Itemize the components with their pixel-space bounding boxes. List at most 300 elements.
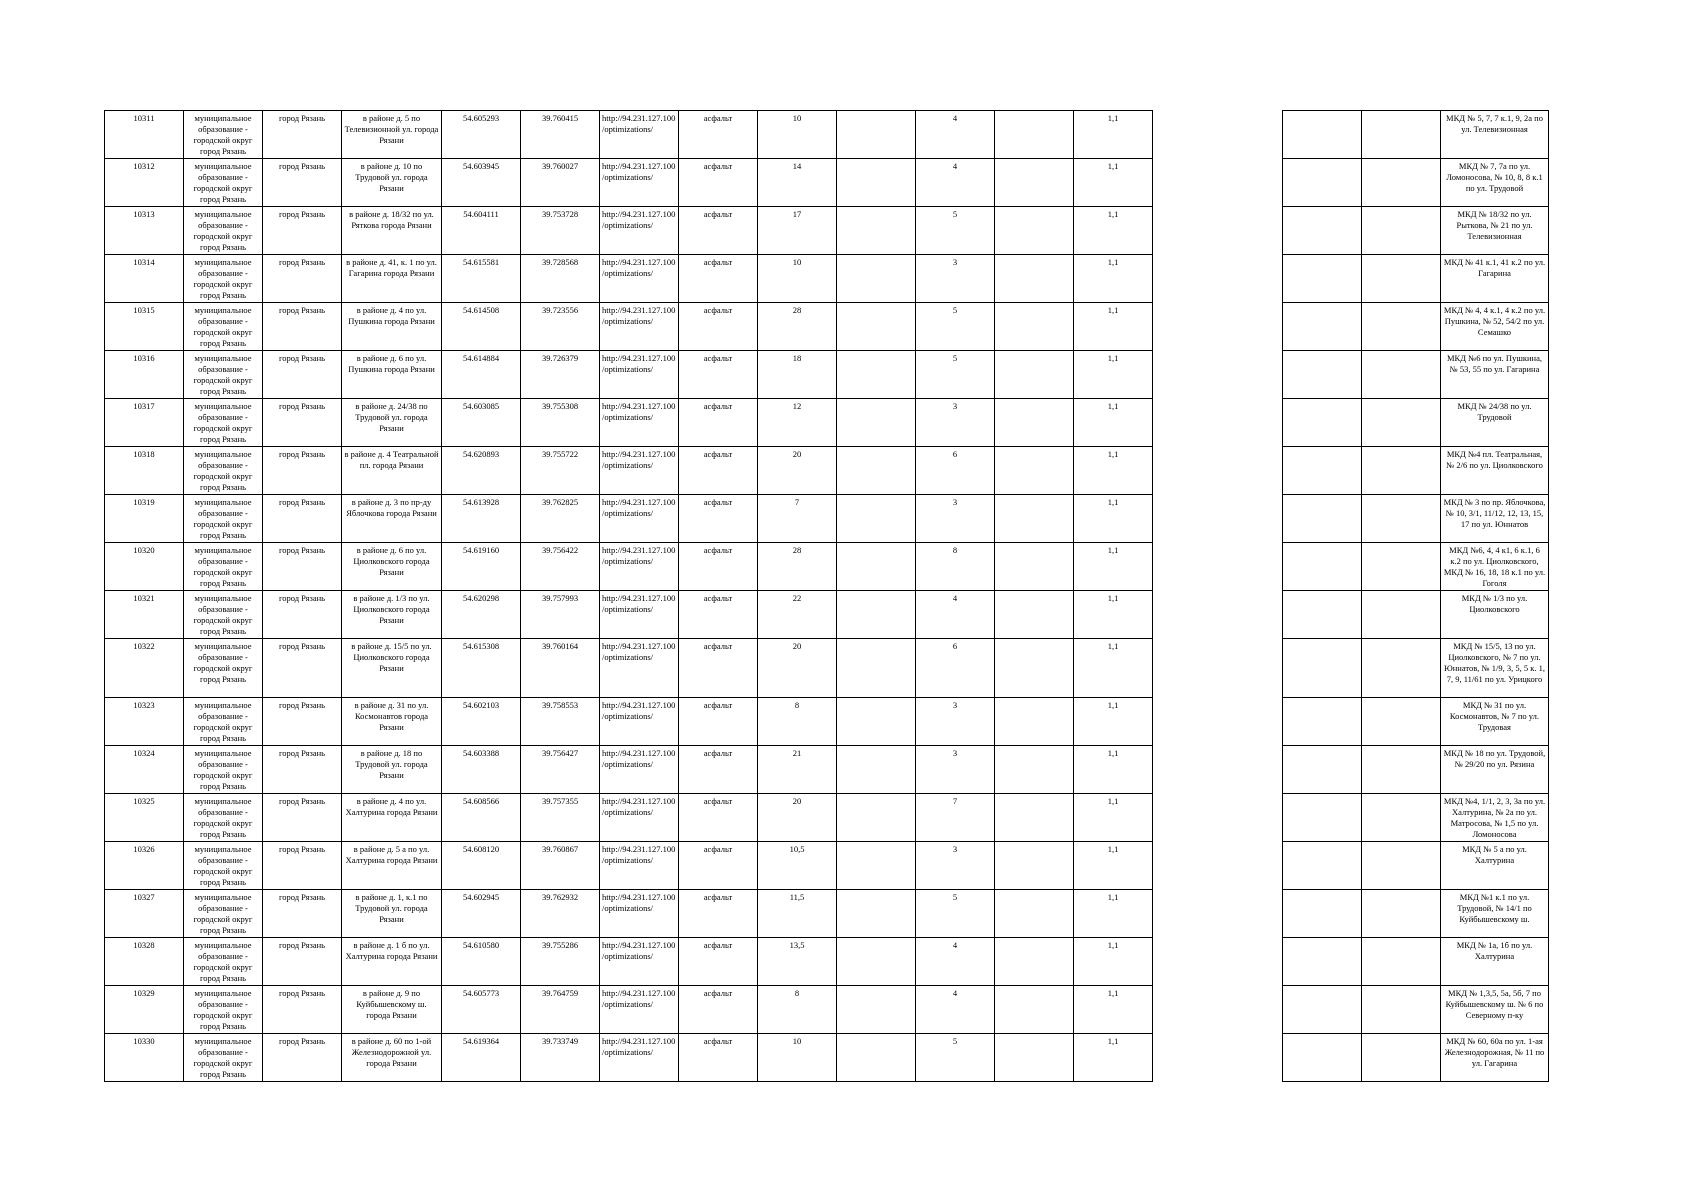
served-buildings-cell: МКД №1 к.1 по ул. Трудовой, № 14/1 по Куйбышевскому ш. [1441,890,1549,938]
url-cell: http://94.231.127.100/optimizations/ [600,639,679,698]
table-row [105,938,1153,986]
served-buildings-cell: МКД № 41 к.1, 41 к.2 по ул. Гагарина [1441,255,1549,303]
url-cell: http://94.231.127.100/optimizations/ [600,1034,679,1082]
area-cell: 28 [758,303,837,351]
city-cell: город Рязань [263,986,342,1034]
url-cell: http://94.231.127.100/optimizations/ [600,794,679,842]
location-cell: в районе д. 31 по ул. Космонавтов города Рязани [342,698,442,746]
longitude-cell: 39.755722 [521,447,600,495]
volume-cell: 1,1 [1074,207,1153,255]
surface-cell: асфальт [679,698,758,746]
longitude-cell: 39.756422 [521,543,600,591]
registry-table-body [105,111,1153,1082]
url-cell: http://94.231.127.100/optimizations/ [600,842,679,890]
empty-cell [837,1034,916,1082]
row-id-cell: 10326 [105,842,184,890]
volume-cell: 1,1 [1074,159,1153,207]
empty-cell [995,207,1074,255]
table-row [1283,159,1549,207]
area-cell: 10 [758,111,837,159]
latitude-cell: 54.608120 [442,842,521,890]
empty-cell [837,698,916,746]
location-cell: в районе д. 1/3 по ул. Циолковского города Рязани [342,591,442,639]
latitude-cell: 54.604111 [442,207,521,255]
table-row [105,890,1153,938]
served-buildings-cell: МКД №6 по ул. Пушкина, № 53, 55 по ул. Гагарина [1441,351,1549,399]
table-row [1283,591,1549,639]
city-cell: город Рязань [263,207,342,255]
empty-cell [1362,938,1441,986]
table-row [1283,543,1549,591]
table-row [105,1034,1153,1082]
city-cell: город Рязань [263,639,342,698]
url-cell: http://94.231.127.100/optimizations/ [600,698,679,746]
table-row [1283,495,1549,543]
empty-cell [995,303,1074,351]
served-buildings-cell: МКД № 7, 7а по ул. Ломоносова, № 10, 8, 8 к.1 по ул. Трудовой [1441,159,1549,207]
served-buildings-cell: МКД № 31 по ул. Космонавтов, № 7 по ул. Трудовая [1441,698,1549,746]
empty-cell [995,794,1074,842]
registry-table [104,110,1153,1082]
location-cell: в районе д. 9 по Куйбышевскому ш. города Рязани [342,986,442,1034]
container-count-cell: 4 [916,986,995,1034]
table-row [1283,351,1549,399]
surface-cell: асфальт [679,255,758,303]
longitude-cell: 39.755308 [521,399,600,447]
city-cell: город Рязань [263,938,342,986]
empty-cell [837,447,916,495]
row-id-cell: 10313 [105,207,184,255]
row-id-cell: 10324 [105,746,184,794]
empty-cell [1362,591,1441,639]
row-id-cell: 10318 [105,447,184,495]
volume-cell: 1,1 [1074,495,1153,543]
surface-cell: асфальт [679,399,758,447]
empty-cell [1283,255,1362,303]
latitude-cell: 54.615308 [442,639,521,698]
empty-cell [1283,543,1362,591]
longitude-cell: 39.760415 [521,111,600,159]
container-count-cell: 3 [916,399,995,447]
area-cell: 22 [758,591,837,639]
empty-cell [1283,207,1362,255]
empty-cell [837,639,916,698]
longitude-cell: 39.762932 [521,890,600,938]
city-cell: город Рязань [263,159,342,207]
location-cell: в районе д. 1, к.1 по Трудовой ул. города Рязани [342,890,442,938]
city-cell: город Рязань [263,842,342,890]
empty-cell [1362,698,1441,746]
surface-cell: асфальт [679,543,758,591]
empty-cell [995,399,1074,447]
latitude-cell: 54.602103 [442,698,521,746]
empty-cell [1362,746,1441,794]
empty-cell [995,842,1074,890]
table-row [1283,111,1549,159]
row-id-cell: 10316 [105,351,184,399]
served-buildings-cell: МКД №4, 1/1, 2, 3, 3а по ул. Халтурина, № 2а по ул. Матросова, № 1,5 по ул. Ломоносова [1441,794,1549,842]
empty-cell [1362,543,1441,591]
empty-cell [1362,890,1441,938]
longitude-cell: 39.733749 [521,1034,600,1082]
empty-cell [837,495,916,543]
city-cell: город Рязань [263,591,342,639]
surface-cell: асфальт [679,746,758,794]
empty-cell [1362,1034,1441,1082]
url-cell: http://94.231.127.100/optimizations/ [600,303,679,351]
location-cell: в районе д. 4 по ул. Пушкина города Рязани [342,303,442,351]
table-row [105,698,1153,746]
table-row [105,399,1153,447]
empty-cell [1283,399,1362,447]
latitude-cell: 54.610580 [442,938,521,986]
container-count-cell: 3 [916,746,995,794]
empty-cell [837,207,916,255]
url-cell: http://94.231.127.100/optimizations/ [600,351,679,399]
served-buildings-cell: МКД № 18 по ул. Трудовой, № 29/20 по ул. Рязина [1441,746,1549,794]
container-count-cell: 3 [916,698,995,746]
location-cell: в районе д. 4 Театральной пл. города Рязани [342,447,442,495]
volume-cell: 1,1 [1074,698,1153,746]
empty-cell [995,255,1074,303]
row-id-cell: 10323 [105,698,184,746]
table-row [105,111,1153,159]
surface-cell: асфальт [679,351,758,399]
location-cell: в районе д. 5 по Телевизионной ул. города Рязани [342,111,442,159]
latitude-cell: 54.608566 [442,794,521,842]
latitude-cell: 54.603945 [442,159,521,207]
owner-cell: муниципальное образование - городской округ город Рязань [184,495,263,543]
volume-cell: 1,1 [1074,303,1153,351]
surface-cell: асфальт [679,890,758,938]
longitude-cell: 39.726379 [521,351,600,399]
table-row [1283,399,1549,447]
table-row [1283,303,1549,351]
row-id-cell: 10321 [105,591,184,639]
latitude-cell: 54.619160 [442,543,521,591]
table-row [105,159,1153,207]
table-row [1283,255,1549,303]
location-cell: в районе д. 24/38 по Трудовой ул. города Рязани [342,399,442,447]
empty-cell [1283,591,1362,639]
empty-cell [1283,639,1362,698]
owner-cell: муниципальное образование - городской округ город Рязань [184,447,263,495]
latitude-cell: 54.603085 [442,399,521,447]
served-buildings-cell: МКД № 1,3,5, 5а, 5б, 7 по Куйбышевскому ш. № 6 по Северному п-ку [1441,986,1549,1034]
container-count-cell: 5 [916,351,995,399]
location-cell: в районе д. 15/5 по ул. Циолковского города Рязани [342,639,442,698]
url-cell: http://94.231.127.100/optimizations/ [600,255,679,303]
container-count-cell: 5 [916,890,995,938]
latitude-cell: 54.602945 [442,890,521,938]
empty-cell [837,351,916,399]
area-cell: 10 [758,255,837,303]
empty-cell [837,543,916,591]
area-cell: 10,5 [758,842,837,890]
table-row [105,591,1153,639]
url-cell: http://94.231.127.100/optimizations/ [600,591,679,639]
longitude-cell: 39.757355 [521,794,600,842]
served-buildings-cell: МКД №4 пл. Театральная, № 2/6 по ул. Циолковского [1441,447,1549,495]
location-cell: в районе д. 3 по пр-ду Яблочкова города Рязани [342,495,442,543]
empty-cell [1362,495,1441,543]
area-cell: 20 [758,639,837,698]
owner-cell: муниципальное образование - городской округ город Рязань [184,842,263,890]
area-cell: 8 [758,698,837,746]
url-cell: http://94.231.127.100/optimizations/ [600,159,679,207]
row-id-cell: 10330 [105,1034,184,1082]
served-buildings-cell: МКД № 1а, 1б по ул. Халтурина [1441,938,1549,986]
location-cell: в районе д. 18/32 по ул. Ряткова города Рязани [342,207,442,255]
owner-cell: муниципальное образование - городской округ город Рязань [184,698,263,746]
longitude-cell: 39.760164 [521,639,600,698]
owner-cell: муниципальное образование - городской округ город Рязань [184,591,263,639]
owner-cell: муниципальное образование - городской округ город Рязань [184,1034,263,1082]
surface-cell: асфальт [679,447,758,495]
surface-cell: асфальт [679,207,758,255]
table-row [105,303,1153,351]
surface-cell: асфальт [679,495,758,543]
area-cell: 7 [758,495,837,543]
area-cell: 13,5 [758,938,837,986]
served-buildings-cell: МКД № 3 по пр. Яблочкова, № 10, 3/1, 11/12, 12, 13, 15, 17 по ул. Юннатов [1441,495,1549,543]
empty-cell [995,543,1074,591]
empty-cell [1283,351,1362,399]
container-count-cell: 6 [916,639,995,698]
volume-cell: 1,1 [1074,1034,1153,1082]
empty-cell [1362,255,1441,303]
city-cell: город Рязань [263,303,342,351]
location-cell: в районе д. 1 б по ул. Халтурина города Рязани [342,938,442,986]
location-cell: в районе д. 41, к. 1 по ул. Гагарина города Рязани [342,255,442,303]
surface-cell: асфальт [679,591,758,639]
empty-cell [837,986,916,1034]
container-count-cell: 4 [916,159,995,207]
volume-cell: 1,1 [1074,543,1153,591]
owner-cell: муниципальное образование - городской округ город Рязань [184,639,263,698]
empty-cell [1283,495,1362,543]
table-row [1283,447,1549,495]
table-row [1283,207,1549,255]
city-cell: город Рязань [263,543,342,591]
served-buildings-cell: МКД № 1/3 по ул. Циолковского [1441,591,1549,639]
location-cell: в районе д. 18 по Трудовой ул. города Рязани [342,746,442,794]
container-count-cell: 8 [916,543,995,591]
table-row [105,207,1153,255]
owner-cell: муниципальное образование - городской округ город Рязань [184,890,263,938]
served-buildings-cell: МКД № 15/5, 13 по ул. Циолковского, № 7 по ул. Юннатов, № 1/9, 3, 5, 5 к. 1, 7, 9, 11/61 по ул. Урицкого [1441,639,1549,698]
volume-cell: 1,1 [1074,890,1153,938]
empty-cell [995,639,1074,698]
table-row [1283,938,1549,986]
latitude-cell: 54.620893 [442,447,521,495]
empty-cell [837,890,916,938]
longitude-cell: 39.753728 [521,207,600,255]
container-count-cell: 4 [916,591,995,639]
empty-cell [837,255,916,303]
empty-cell [995,447,1074,495]
volume-cell: 1,1 [1074,746,1153,794]
volume-cell: 1,1 [1074,842,1153,890]
table-row [105,986,1153,1034]
area-cell: 28 [758,543,837,591]
surface-cell: асфальт [679,303,758,351]
table-row [105,543,1153,591]
city-cell: город Рязань [263,495,342,543]
empty-cell [1362,639,1441,698]
surface-cell: асфальт [679,111,758,159]
served-buildings-cell: МКД № 4, 4 к.1, 4 к.2 по ул. Пушкина, № 52, 54/2 по ул. Семашко [1441,303,1549,351]
empty-cell [995,746,1074,794]
table-row [1283,639,1549,698]
empty-cell [1283,938,1362,986]
table-row [1283,746,1549,794]
area-cell: 8 [758,986,837,1034]
longitude-cell: 39.762825 [521,495,600,543]
empty-cell [1362,447,1441,495]
location-cell: в районе д. 5 а по ул. Халтурина города Рязани [342,842,442,890]
url-cell: http://94.231.127.100/optimizations/ [600,986,679,1034]
surface-cell: асфальт [679,986,758,1034]
location-cell: в районе д. 6 по ул. Циолковского города Рязани [342,543,442,591]
empty-cell [837,399,916,447]
city-cell: город Рязань [263,794,342,842]
empty-cell [837,111,916,159]
city-cell: город Рязань [263,399,342,447]
table-row [105,255,1153,303]
empty-cell [1283,842,1362,890]
empty-cell [995,111,1074,159]
empty-cell [995,159,1074,207]
served-buildings-cell: МКД № 5, 7, 7 к.1, 9, 2а по ул. Телевизионная [1441,111,1549,159]
empty-cell [1283,303,1362,351]
volume-cell: 1,1 [1074,255,1153,303]
table-row [105,746,1153,794]
surface-cell: асфальт [679,842,758,890]
row-id-cell: 10325 [105,794,184,842]
surface-cell: асфальт [679,1034,758,1082]
latitude-cell: 54.605773 [442,986,521,1034]
row-id-cell: 10319 [105,495,184,543]
table-row [1283,1034,1549,1082]
city-cell: город Рязань [263,698,342,746]
longitude-cell: 39.728568 [521,255,600,303]
container-count-cell: 6 [916,447,995,495]
volume-cell: 1,1 [1074,399,1153,447]
container-count-cell: 5 [916,303,995,351]
area-cell: 14 [758,159,837,207]
location-cell: в районе д. 60 по 1-ой Железнодорожной ул. города Рязани [342,1034,442,1082]
table-row [1283,890,1549,938]
area-cell: 21 [758,746,837,794]
row-id-cell: 10312 [105,159,184,207]
table-row [105,495,1153,543]
row-id-cell: 10327 [105,890,184,938]
owner-cell: муниципальное образование - городской округ город Рязань [184,399,263,447]
url-cell: http://94.231.127.100/optimizations/ [600,746,679,794]
empty-cell [1362,399,1441,447]
city-cell: город Рязань [263,447,342,495]
empty-cell [995,351,1074,399]
volume-cell: 1,1 [1074,111,1153,159]
empty-cell [1283,1034,1362,1082]
empty-cell [1362,207,1441,255]
empty-cell [1362,842,1441,890]
empty-cell [1362,159,1441,207]
latitude-cell: 54.603388 [442,746,521,794]
table-row [105,842,1153,890]
latitude-cell: 54.614884 [442,351,521,399]
volume-cell: 1,1 [1074,938,1153,986]
owner-cell: муниципальное образование - городской округ город Рязань [184,303,263,351]
table-row [105,447,1153,495]
url-cell: http://94.231.127.100/optimizations/ [600,890,679,938]
table-row [105,794,1153,842]
container-count-cell: 4 [916,938,995,986]
empty-cell [1362,351,1441,399]
empty-cell [1283,746,1362,794]
volume-cell: 1,1 [1074,986,1153,1034]
latitude-cell: 54.613928 [442,495,521,543]
owner-cell: муниципальное образование - городской округ город Рязань [184,255,263,303]
city-cell: город Рязань [263,255,342,303]
empty-cell [837,938,916,986]
location-cell: в районе д. 10 по Трудовой ул. города Рязани [342,159,442,207]
row-id-cell: 10328 [105,938,184,986]
table-row [105,639,1153,698]
empty-cell [1283,698,1362,746]
owner-cell: муниципальное образование - городской округ город Рязань [184,111,263,159]
url-cell: http://94.231.127.100/optimizations/ [600,447,679,495]
empty-cell [1283,986,1362,1034]
owner-cell: муниципальное образование - городской округ город Рязань [184,746,263,794]
surface-cell: асфальт [679,159,758,207]
empty-cell [995,890,1074,938]
table-row [1283,986,1549,1034]
city-cell: город Рязань [263,890,342,938]
city-cell: город Рязань [263,111,342,159]
served-buildings-cell: МКД №6, 4, 4 к1, 6 к.1, 6 к.2 по ул. Циолковского, МКД № 16, 18, 18 к.1 по ул. Гоголя [1441,543,1549,591]
row-id-cell: 10311 [105,111,184,159]
row-id-cell: 10329 [105,986,184,1034]
latitude-cell: 54.615581 [442,255,521,303]
url-cell: http://94.231.127.100/optimizations/ [600,938,679,986]
longitude-cell: 39.723556 [521,303,600,351]
owner-cell: муниципальное образование - городской округ город Рязань [184,986,263,1034]
empty-cell [837,591,916,639]
volume-cell: 1,1 [1074,351,1153,399]
owner-cell: муниципальное образование - городской округ город Рязань [184,351,263,399]
empty-cell [995,938,1074,986]
owner-cell: муниципальное образование - городской округ город Рязань [184,794,263,842]
empty-cell [1362,111,1441,159]
empty-cell [1283,890,1362,938]
volume-cell: 1,1 [1074,794,1153,842]
table-row [105,351,1153,399]
empty-cell [995,1034,1074,1082]
empty-cell [837,746,916,794]
empty-cell [1283,111,1362,159]
owner-cell: муниципальное образование - городской округ город Рязань [184,938,263,986]
url-cell: http://94.231.127.100/optimizations/ [600,543,679,591]
longitude-cell: 39.755286 [521,938,600,986]
latitude-cell: 54.614508 [442,303,521,351]
area-cell: 12 [758,399,837,447]
empty-cell [995,986,1074,1034]
owner-cell: муниципальное образование - городской округ город Рязань [184,543,263,591]
empty-cell [837,303,916,351]
latitude-cell: 54.605293 [442,111,521,159]
